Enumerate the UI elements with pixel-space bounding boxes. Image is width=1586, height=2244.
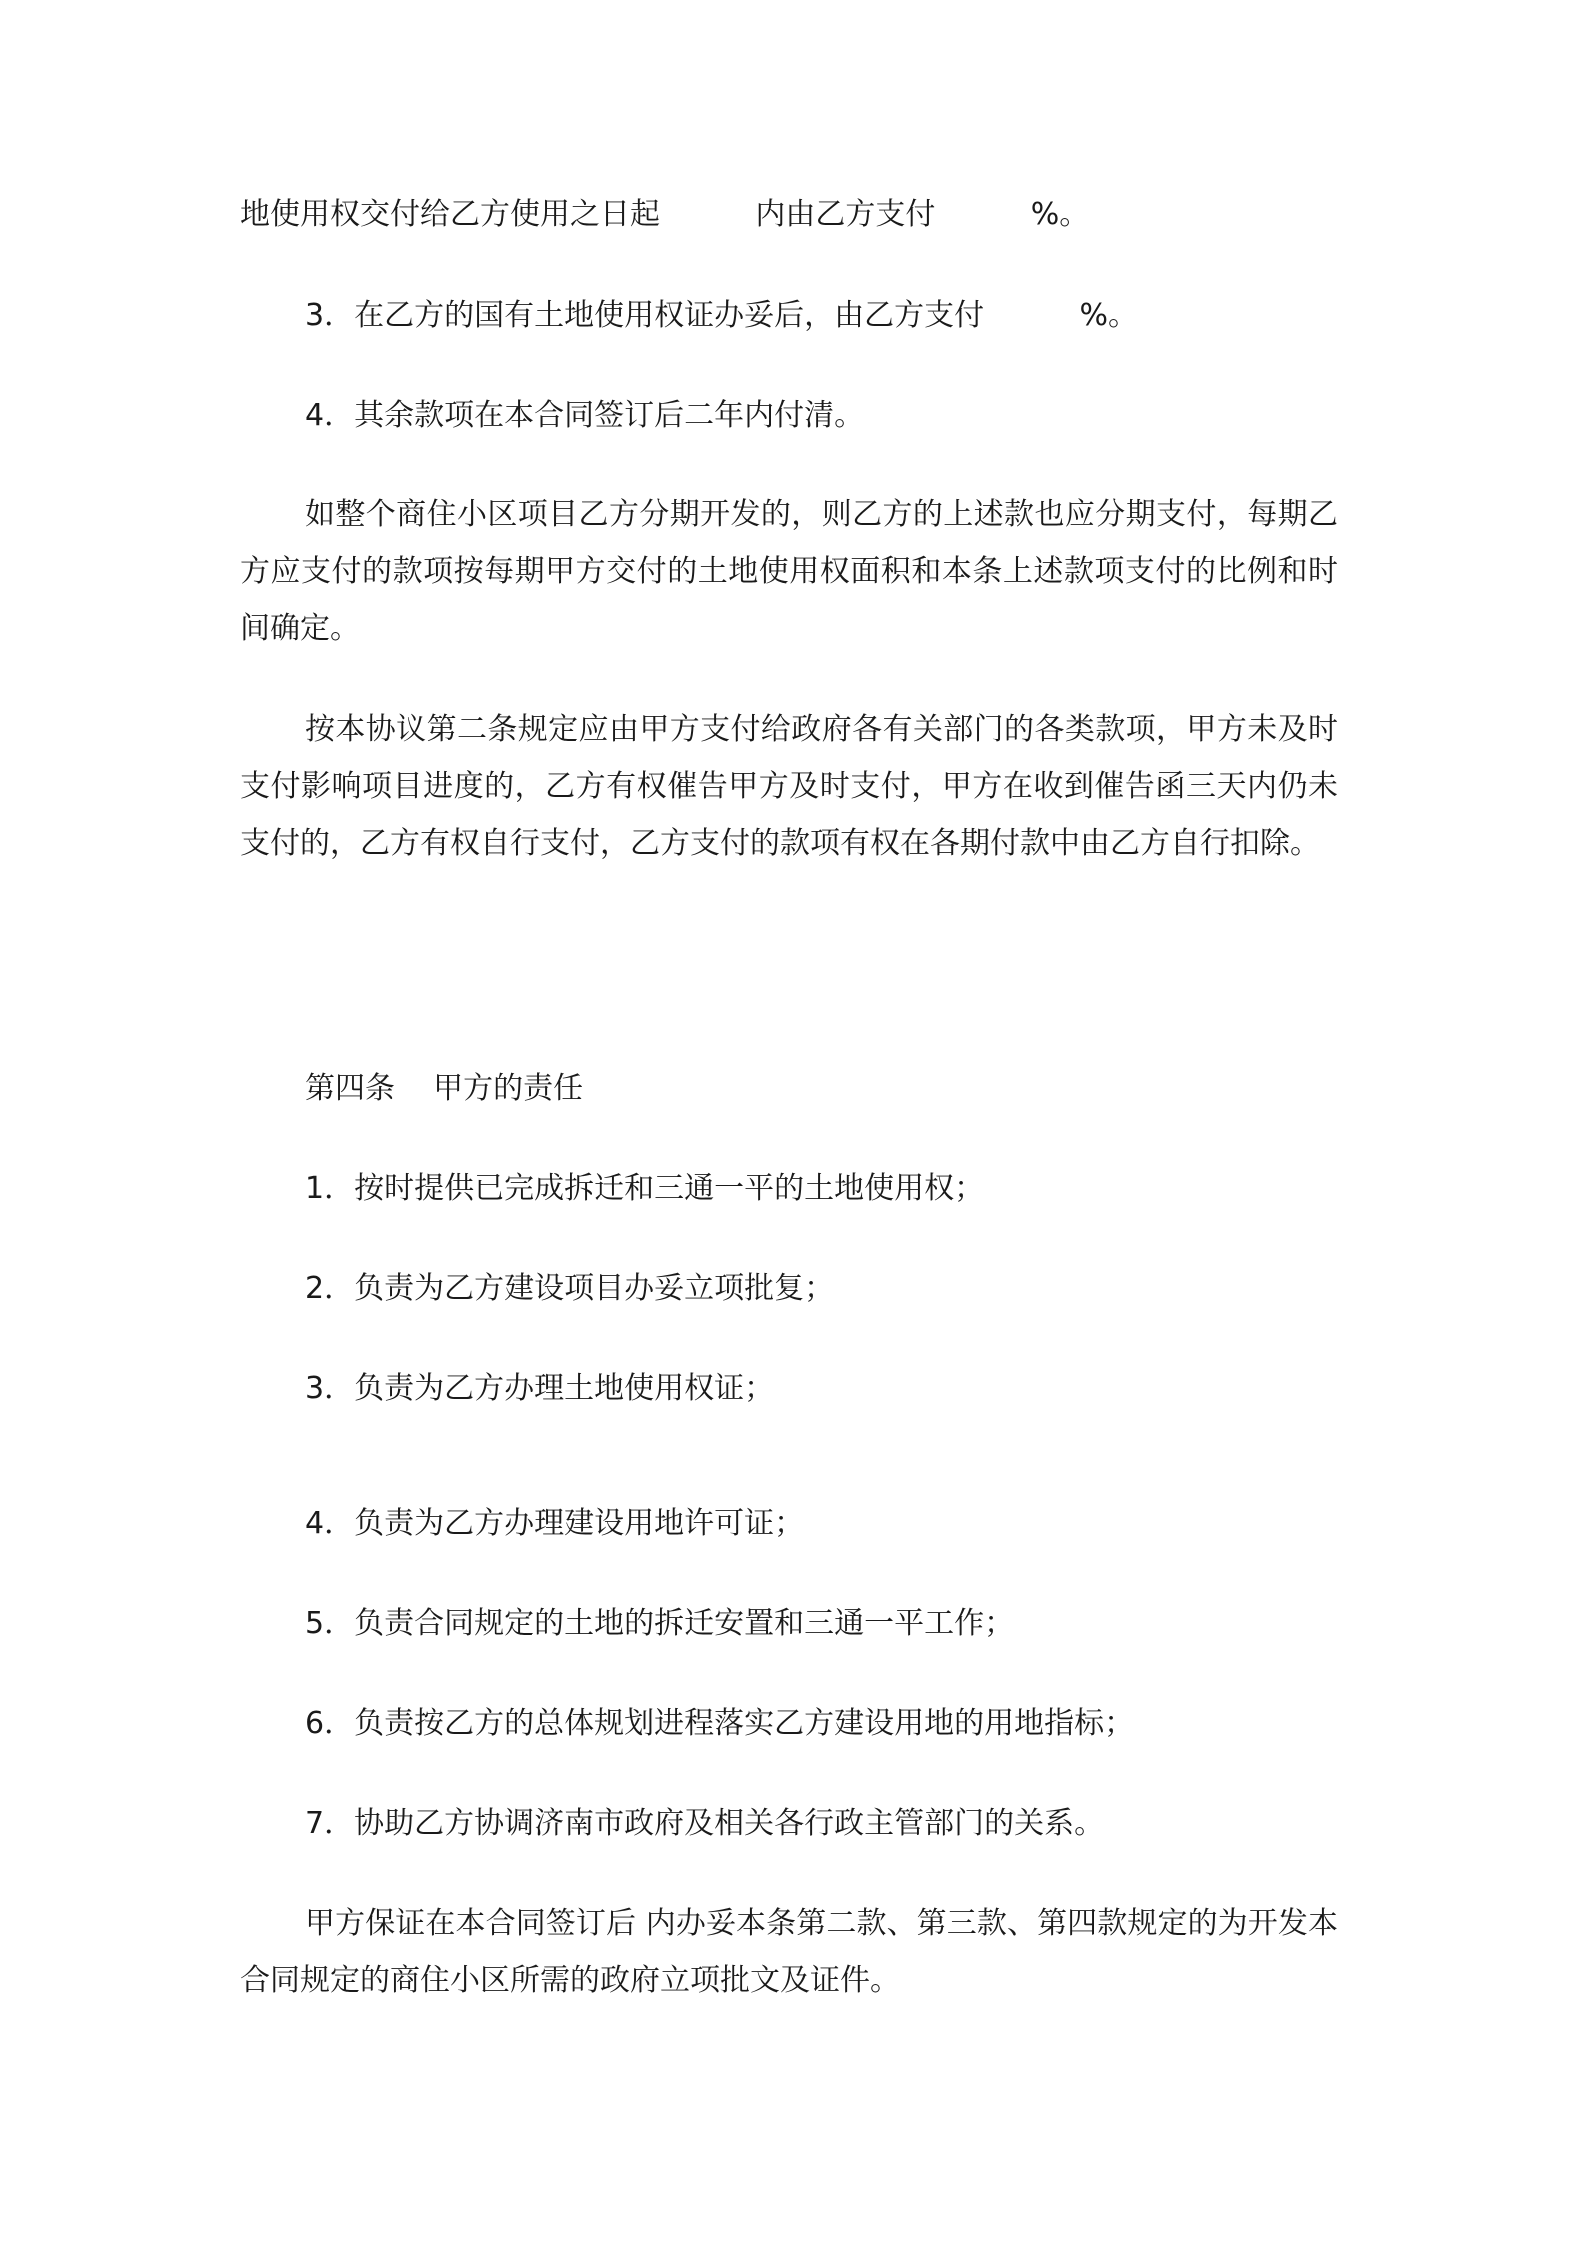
article-4-heading: 第四条 甲方的责任 [305,1071,584,1106]
government-fees-paragraph: 按本协议第二条规定应由甲方支付给政府各有关部门的各类款项，甲方未及时支付影响项目进度的，乙方有权催告甲方及时支付，甲方在收到催告函三天内仍未支付的，乙方有权自行支付，乙方支付的款项有权在各期付款中由乙方自行扣除。 [240,712,1338,861]
guarantee-paragraph: 甲方保证在本合同签订后 内办妥本条第二款、第三款、第四款规定的为开发本合同规定的商住小区所需的政府立项批文及证件。 [240,1906,1338,1998]
duty-item-3: 3．负责为乙方办理土地使用权证； [305,1371,775,1406]
duty-item-4: 4．负责为乙方办理建设用地许可证； [305,1506,805,1541]
installment-paragraph: 如整个商住小区项目乙方分期开发的，则乙方的上述款也应分期支付，每期乙方应支付的款项按每期甲方交付的土地使用权面积和本条上述款项支付的比例和时间确定。 [240,497,1338,646]
payment-item-4: 4．其余款项在本合同签订后二年内付清。 [305,398,865,433]
duty-item-6: 6．负责按乙方的总体规划进程落实乙方建设用地的用地指标； [305,1706,1135,1741]
payment-item-3: 3．在乙方的国有土地使用权证办妥后，由乙方支付 %。 [305,298,1138,333]
continued-payment-line: 地使用权交付给乙方使用之日起 内由乙方支付 %。 [240,197,1090,232]
duty-item-7: 7．协助乙方协调济南市政府及相关各行政主管部门的关系。 [305,1806,1105,1841]
duty-item-5: 5．负责合同规定的土地的拆迁安置和三通一平工作； [305,1606,1015,1641]
duty-item-2: 2．负责为乙方建设项目办妥立项批复； [305,1271,835,1306]
duty-item-1: 1．按时提供已完成拆迁和三通一平的土地使用权； [305,1171,985,1206]
